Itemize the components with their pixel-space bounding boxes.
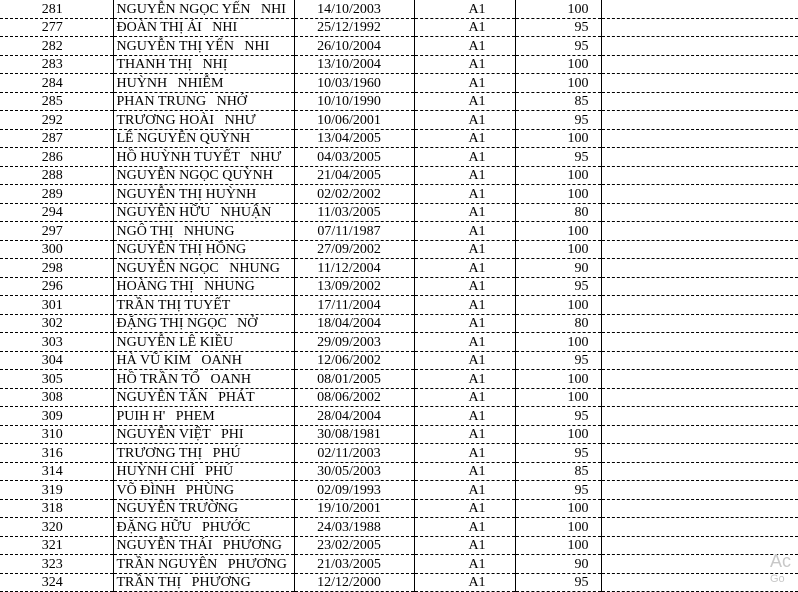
full-name-cell: ĐẶNG HỮU PHƯỚC <box>113 518 294 537</box>
row-number-cell: 287 <box>0 129 113 148</box>
empty-cell <box>601 55 798 74</box>
grade-cell: A1 <box>414 462 515 481</box>
grade-cell: A1 <box>414 148 515 167</box>
table-row <box>0 203 798 222</box>
score-cell: 80 <box>515 203 601 222</box>
row-number-cell: 289 <box>0 185 113 204</box>
empty-cell <box>601 222 798 241</box>
table-row <box>0 444 798 463</box>
score-cell: 100 <box>515 185 601 204</box>
score-cell: 100 <box>515 388 601 407</box>
table-row <box>0 481 798 500</box>
full-name-cell: NGUYỄN THỊ HUỲNH <box>113 185 294 204</box>
row-number-cell: 304 <box>0 351 113 370</box>
row-number-cell: 309 <box>0 407 113 426</box>
empty-cell <box>601 0 798 18</box>
full-name-cell: TRẦN THỊ TUYẾT <box>113 296 294 315</box>
table-row <box>0 573 798 592</box>
table-row <box>0 333 798 352</box>
birth-date-cell: 10/10/1990 <box>294 92 414 111</box>
birth-date-cell: 04/03/2005 <box>294 148 414 167</box>
table-row <box>0 18 798 37</box>
grade-cell: A1 <box>414 277 515 296</box>
full-name-cell: ĐOÀN THỊ ÁI NHI <box>113 18 294 37</box>
full-name-cell: PHAN TRUNG NHỚ <box>113 92 294 111</box>
empty-cell <box>601 425 798 444</box>
score-cell: 100 <box>515 129 601 148</box>
table-row <box>0 111 798 130</box>
empty-cell <box>601 18 798 37</box>
score-cell: 100 <box>515 74 601 93</box>
table-row <box>0 37 798 56</box>
activate-windows-watermark <box>768 551 798 587</box>
full-name-cell: NGUYỄN TẤN PHÁT <box>113 388 294 407</box>
full-name-cell: ĐẶNG THỊ NGỌC NỞ <box>113 314 294 333</box>
full-name-cell: HÀ VŨ KIM OANH <box>113 351 294 370</box>
score-cell: 95 <box>515 351 601 370</box>
grade-cell: A1 <box>414 333 515 352</box>
watermark-line-1: Ac <box>770 551 792 571</box>
watermark-line-2: Go <box>770 573 785 585</box>
score-cell: 85 <box>515 92 601 111</box>
birth-date-cell: 30/08/1981 <box>294 425 414 444</box>
grade-cell: A1 <box>414 111 515 130</box>
row-number-cell: 277 <box>0 18 113 37</box>
grade-cell: A1 <box>414 18 515 37</box>
full-name-cell: HOÀNG THỊ NHUNG <box>113 277 294 296</box>
score-cell: 80 <box>515 314 601 333</box>
row-number-cell: 324 <box>0 573 113 592</box>
birth-date-cell: 11/12/2004 <box>294 259 414 278</box>
grade-cell: A1 <box>414 499 515 518</box>
full-name-cell: TRẦN NGUYÊN PHƯƠNG <box>113 555 294 574</box>
table-row <box>0 499 798 518</box>
empty-cell <box>601 148 798 167</box>
birth-date-cell: 14/10/2003 <box>294 0 414 18</box>
score-cell: 95 <box>515 444 601 463</box>
table-row <box>0 425 798 444</box>
table-row <box>0 388 798 407</box>
birth-date-cell: 26/10/2004 <box>294 37 414 56</box>
birth-date-cell: 02/02/2002 <box>294 185 414 204</box>
grade-cell: A1 <box>414 240 515 259</box>
full-name-cell: NGUYỄN HỮU NHUẬN <box>113 203 294 222</box>
grade-cell: A1 <box>414 425 515 444</box>
empty-cell <box>601 407 798 426</box>
table-row <box>0 92 798 111</box>
grade-cell: A1 <box>414 0 515 18</box>
grade-cell: A1 <box>414 536 515 555</box>
full-name-cell: NGUYỄN THỊ HỒNG <box>113 240 294 259</box>
grade-cell: A1 <box>414 222 515 241</box>
grade-cell: A1 <box>414 259 515 278</box>
grade-cell: A1 <box>414 444 515 463</box>
full-name-cell: NGUYỄN NGỌC YẾN NHI <box>113 0 294 18</box>
birth-date-cell: 19/10/2001 <box>294 499 414 518</box>
row-number-cell: 288 <box>0 166 113 185</box>
table-row <box>0 185 798 204</box>
score-cell: 100 <box>515 425 601 444</box>
birth-date-cell: 25/12/1992 <box>294 18 414 37</box>
birth-date-cell: 29/09/2003 <box>294 333 414 352</box>
table-row <box>0 314 798 333</box>
table-row <box>0 148 798 167</box>
birth-date-cell: 30/05/2003 <box>294 462 414 481</box>
empty-cell <box>601 444 798 463</box>
table-row <box>0 0 798 18</box>
score-cell: 95 <box>515 37 601 56</box>
row-number-cell: 285 <box>0 92 113 111</box>
row-number-cell: 320 <box>0 518 113 537</box>
full-name-cell: NGUYỄN NGỌC QUỲNH <box>113 166 294 185</box>
empty-cell <box>601 111 798 130</box>
score-cell: 100 <box>515 55 601 74</box>
row-number-cell: 319 <box>0 481 113 500</box>
score-cell: 100 <box>515 536 601 555</box>
row-number-cell: 298 <box>0 259 113 278</box>
table-row <box>0 407 798 426</box>
empty-cell <box>601 74 798 93</box>
row-number-cell: 308 <box>0 388 113 407</box>
row-number-cell: 314 <box>0 462 113 481</box>
grade-cell: A1 <box>414 129 515 148</box>
empty-cell <box>601 388 798 407</box>
birth-date-cell: 21/03/2005 <box>294 555 414 574</box>
grade-cell: A1 <box>414 185 515 204</box>
table-row <box>0 370 798 389</box>
birth-date-cell: 17/11/2004 <box>294 296 414 315</box>
row-number-cell: 283 <box>0 55 113 74</box>
row-number-cell: 292 <box>0 111 113 130</box>
score-cell: 95 <box>515 573 601 592</box>
score-cell: 100 <box>515 333 601 352</box>
score-cell: 100 <box>515 370 601 389</box>
score-cell: 90 <box>515 555 601 574</box>
table-row <box>0 555 798 574</box>
birth-date-cell: 02/09/1993 <box>294 481 414 500</box>
table-row <box>0 222 798 241</box>
score-cell: 95 <box>515 407 601 426</box>
full-name-cell: NGUYỄN NGỌC NHUNG <box>113 259 294 278</box>
grade-cell: A1 <box>414 74 515 93</box>
grade-cell: A1 <box>414 388 515 407</box>
score-cell: 95 <box>515 277 601 296</box>
score-cell: 100 <box>515 222 601 241</box>
row-number-cell: 284 <box>0 74 113 93</box>
birth-date-cell: 23/02/2005 <box>294 536 414 555</box>
empty-cell <box>601 277 798 296</box>
score-cell: 100 <box>515 0 601 18</box>
empty-cell <box>601 499 798 518</box>
score-cell: 100 <box>515 296 601 315</box>
grade-cell: A1 <box>414 555 515 574</box>
table-row <box>0 129 798 148</box>
birth-date-cell: 10/06/2001 <box>294 111 414 130</box>
empty-cell <box>601 351 798 370</box>
row-number-cell: 301 <box>0 296 113 315</box>
empty-cell <box>601 129 798 148</box>
birth-date-cell: 27/09/2002 <box>294 240 414 259</box>
row-number-cell: 281 <box>0 0 113 18</box>
score-cell: 95 <box>515 481 601 500</box>
row-number-cell: 300 <box>0 240 113 259</box>
table-row <box>0 462 798 481</box>
grade-cell: A1 <box>414 481 515 500</box>
full-name-cell: LÊ NGUYỄN QUỲNH <box>113 129 294 148</box>
row-number-cell: 310 <box>0 425 113 444</box>
full-name-cell: NGUYỄN LÊ KIỀU <box>113 333 294 352</box>
full-name-cell: HUỲNH CHÍ PHÚ <box>113 462 294 481</box>
birth-date-cell: 12/12/2000 <box>294 573 414 592</box>
empty-cell <box>601 481 798 500</box>
row-number-cell: 316 <box>0 444 113 463</box>
grade-cell: A1 <box>414 351 515 370</box>
row-number-cell: 323 <box>0 555 113 574</box>
score-cell: 85 <box>515 462 601 481</box>
score-cell: 90 <box>515 259 601 278</box>
grade-cell: A1 <box>414 55 515 74</box>
table-row <box>0 55 798 74</box>
row-number-cell: 303 <box>0 333 113 352</box>
birth-date-cell: 13/09/2002 <box>294 277 414 296</box>
empty-cell <box>601 166 798 185</box>
empty-cell <box>601 185 798 204</box>
empty-cell <box>601 462 798 481</box>
row-number-cell: 302 <box>0 314 113 333</box>
empty-cell <box>601 92 798 111</box>
birth-date-cell: 07/11/1987 <box>294 222 414 241</box>
empty-cell <box>601 37 798 56</box>
row-number-cell: 294 <box>0 203 113 222</box>
grade-cell: A1 <box>414 37 515 56</box>
full-name-cell: TRƯƠNG HOÀI NHƯ <box>113 111 294 130</box>
score-cell: 95 <box>515 148 601 167</box>
table-row <box>0 277 798 296</box>
empty-cell <box>601 333 798 352</box>
birth-date-cell: 13/04/2005 <box>294 129 414 148</box>
score-cell: 100 <box>515 240 601 259</box>
empty-cell <box>601 518 798 537</box>
score-cell: 100 <box>515 518 601 537</box>
grade-cell: A1 <box>414 573 515 592</box>
full-name-cell: NGUYỄN VIỆT PHI <box>113 425 294 444</box>
grade-cell: A1 <box>414 518 515 537</box>
score-cell: 95 <box>515 18 601 37</box>
birth-date-cell: 21/04/2005 <box>294 166 414 185</box>
score-cell: 95 <box>515 111 601 130</box>
birth-date-cell: 24/03/1988 <box>294 518 414 537</box>
empty-cell <box>601 259 798 278</box>
birth-date-cell: 10/03/1960 <box>294 74 414 93</box>
table-row <box>0 351 798 370</box>
grade-cell: A1 <box>414 166 515 185</box>
empty-cell <box>601 296 798 315</box>
row-number-cell: 297 <box>0 222 113 241</box>
table-row <box>0 259 798 278</box>
birth-date-cell: 13/10/2004 <box>294 55 414 74</box>
table-row <box>0 166 798 185</box>
full-name-cell: HUỲNH NHIỄM <box>113 74 294 93</box>
grade-cell: A1 <box>414 370 515 389</box>
full-name-cell: NGUYỄN THÁI PHƯƠNG <box>113 536 294 555</box>
row-number-cell: 286 <box>0 148 113 167</box>
full-name-cell: NGÔ THỊ NHUNG <box>113 222 294 241</box>
table-row <box>0 74 798 93</box>
birth-date-cell: 12/06/2002 <box>294 351 414 370</box>
full-name-cell: TRẦN THỊ PHƯƠNG <box>113 573 294 592</box>
full-name-cell: NGUYỄN THỊ YẾN NHI <box>113 37 294 56</box>
full-name-cell: PUIH H' PHEM <box>113 407 294 426</box>
birth-date-cell: 02/11/2003 <box>294 444 414 463</box>
birth-date-cell: 28/04/2004 <box>294 407 414 426</box>
grade-cell: A1 <box>414 407 515 426</box>
score-cell: 100 <box>515 166 601 185</box>
table-row <box>0 518 798 537</box>
row-number-cell: 321 <box>0 536 113 555</box>
empty-cell <box>601 240 798 259</box>
birth-date-cell: 18/04/2004 <box>294 314 414 333</box>
empty-cell <box>601 203 798 222</box>
full-name-cell: HỒ TRẦN TỐ OANH <box>113 370 294 389</box>
full-name-cell: TRƯƠNG THỊ PHÚ <box>113 444 294 463</box>
full-name-cell: NGUYỄN TRƯỜNG <box>113 499 294 518</box>
row-number-cell: 305 <box>0 370 113 389</box>
row-number-cell: 296 <box>0 277 113 296</box>
full-name-cell: HỒ HUỲNH TUYẾT NHƯ <box>113 148 294 167</box>
empty-cell <box>601 370 798 389</box>
score-cell: 100 <box>515 499 601 518</box>
table-row <box>0 536 798 555</box>
birth-date-cell: 08/01/2005 <box>294 370 414 389</box>
row-number-cell: 318 <box>0 499 113 518</box>
row-number-cell: 282 <box>0 37 113 56</box>
birth-date-cell: 08/06/2002 <box>294 388 414 407</box>
grade-cell: A1 <box>414 203 515 222</box>
full-name-cell: VÕ ĐÌNH PHÙNG <box>113 481 294 500</box>
empty-cell <box>601 314 798 333</box>
table-row <box>0 296 798 315</box>
full-name-cell: THANH THỊ NHỊ <box>113 55 294 74</box>
birth-date-cell: 11/03/2005 <box>294 203 414 222</box>
grade-cell: A1 <box>414 314 515 333</box>
table-row <box>0 240 798 259</box>
grade-cell: A1 <box>414 92 515 111</box>
grade-cell: A1 <box>414 296 515 315</box>
